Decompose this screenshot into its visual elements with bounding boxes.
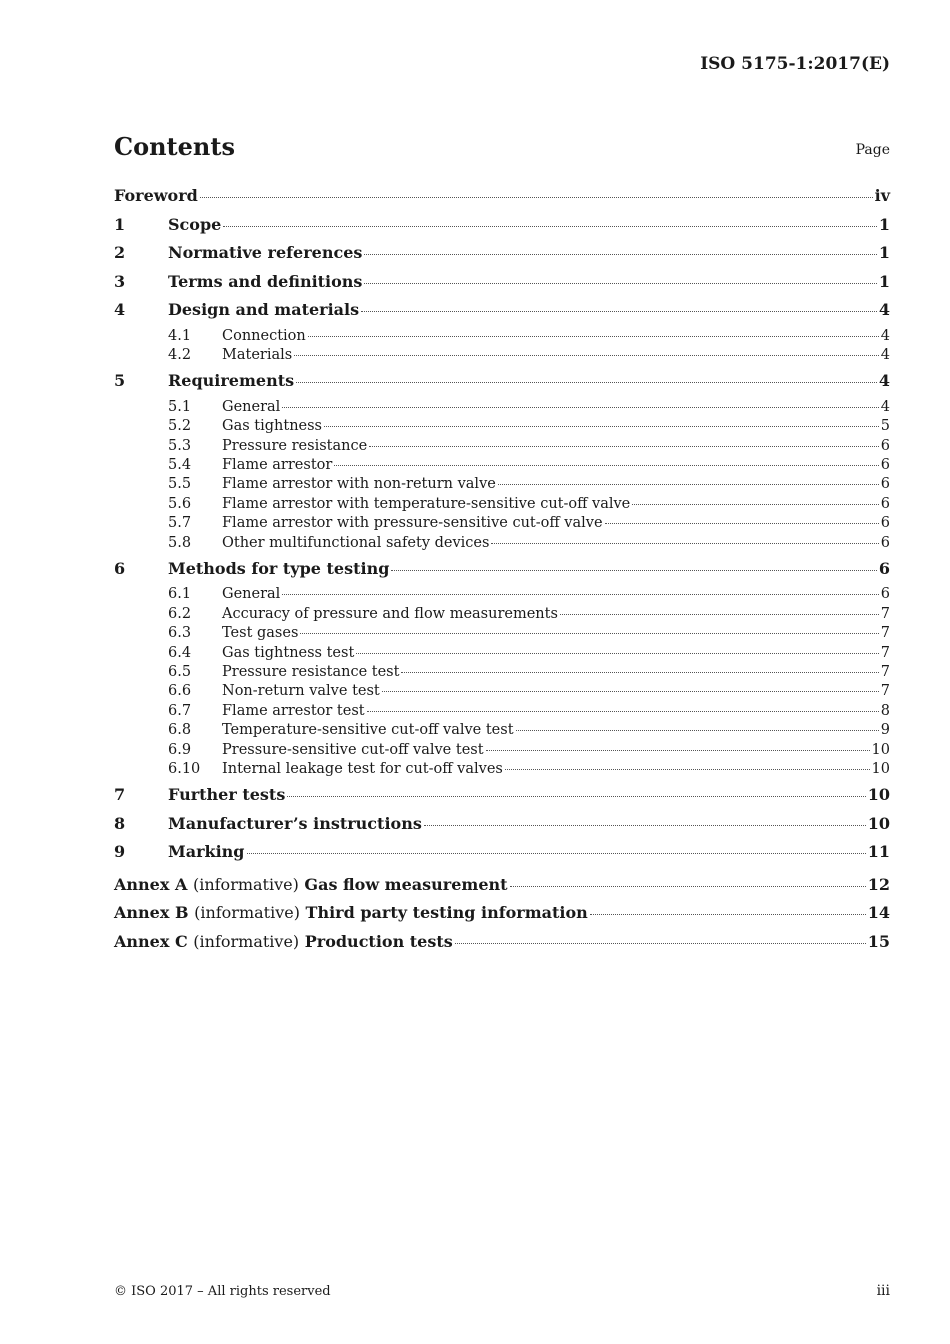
toc-entry[interactable] bbox=[114, 184, 890, 213]
toc-dot-leader bbox=[498, 484, 879, 485]
toc-subentry-title: Internal leakage test for cut-off valves bbox=[222, 760, 503, 777]
toc-subentry-title: Flame arrestor with pressure-sensitive cut-off valve bbox=[222, 515, 603, 532]
toc-subentry-page: 7 bbox=[880, 663, 890, 680]
toc-entry-title: Marking bbox=[168, 842, 245, 862]
toc-entry[interactable] bbox=[114, 557, 890, 586]
toc-subentry-title: Flame arrestor bbox=[222, 456, 333, 473]
toc-annex-heading bbox=[114, 873, 508, 897]
toc-dot-leader bbox=[505, 769, 870, 770]
toc-entry-number: 6 bbox=[114, 558, 126, 578]
page-number: iii bbox=[876, 1283, 890, 1299]
toc-subentry[interactable] bbox=[114, 417, 890, 436]
toc-subentry-page: 7 bbox=[880, 644, 890, 661]
toc-dot-leader bbox=[486, 750, 870, 751]
annex-title: Third party testing information bbox=[305, 903, 588, 923]
toc-subentry[interactable] bbox=[114, 644, 890, 663]
toc-subentry-title: Accuracy of pressure and flow measurements bbox=[222, 605, 558, 622]
toc-subentry-page: 9 bbox=[880, 722, 890, 739]
toc-dot-leader bbox=[296, 382, 877, 383]
toc-subentry-title: Pressure resistance test bbox=[222, 663, 400, 680]
toc-subentry[interactable] bbox=[114, 585, 890, 604]
toc-subentry-page: 4 bbox=[880, 398, 890, 415]
toc-entry-title: Requirements bbox=[168, 371, 295, 391]
annex-type: (informative) bbox=[194, 903, 300, 923]
toc-dot-leader bbox=[308, 336, 879, 337]
toc-subentry-number: 5.8 bbox=[168, 534, 192, 551]
toc-subentry-title: Connection bbox=[222, 327, 306, 344]
toc-subentry-number: 6.7 bbox=[168, 702, 192, 719]
toc-subentry-page: 6 bbox=[880, 437, 890, 454]
toc-entry-page: 4 bbox=[878, 371, 890, 391]
toc-subentry-page: 6 bbox=[880, 476, 890, 493]
toc-subentry-number: 5.6 bbox=[168, 495, 192, 512]
toc-subentry-title: Pressure resistance bbox=[222, 437, 368, 454]
toc-entry-title: Methods for type testing bbox=[168, 558, 390, 578]
toc-subentry-title: General bbox=[222, 398, 281, 415]
toc-subentry-title: Materials bbox=[222, 346, 293, 363]
toc-entry-number: 7 bbox=[114, 785, 126, 805]
toc-subentry-title: Flame arrestor with temperature-sensitive cut-off valve bbox=[222, 495, 631, 512]
toc-entry-number: 8 bbox=[114, 813, 126, 833]
toc-dot-leader bbox=[491, 543, 878, 544]
toc-subentry-title: Non-return valve test bbox=[222, 683, 380, 700]
toc-entry[interactable] bbox=[114, 783, 890, 812]
toc-subentry-page: 7 bbox=[880, 605, 890, 622]
toc-annex-page: 12 bbox=[867, 874, 890, 894]
toc-annex-entry[interactable] bbox=[114, 873, 890, 902]
toc-entry[interactable] bbox=[114, 812, 890, 841]
toc-subentry-title: Pressure-sensitive cut-off valve test bbox=[222, 741, 484, 758]
toc-entry[interactable] bbox=[114, 298, 890, 327]
toc-subentry[interactable] bbox=[114, 721, 890, 740]
annex-type: (informative) bbox=[193, 931, 300, 951]
toc-entry[interactable] bbox=[114, 241, 890, 270]
toc-annex-entry[interactable] bbox=[114, 930, 890, 959]
toc-subentry-page: 4 bbox=[880, 327, 890, 344]
toc-subentry-title: Flame arrestor test bbox=[222, 702, 365, 719]
toc-entry-page: 4 bbox=[878, 300, 890, 319]
toc-entry-page: 10 bbox=[867, 785, 890, 805]
toc-dot-leader bbox=[282, 594, 878, 595]
toc-subentry-number: 4.2 bbox=[168, 346, 192, 363]
toc-dot-leader bbox=[510, 886, 866, 887]
toc-subentry[interactable] bbox=[114, 475, 890, 494]
toc-entry-page: 1 bbox=[878, 214, 890, 234]
toc-subentry-page: 6 bbox=[880, 586, 890, 603]
toc-entry[interactable] bbox=[114, 840, 890, 869]
toc-subentry[interactable] bbox=[114, 534, 890, 553]
toc-dot-leader bbox=[334, 465, 878, 466]
toc-subentry-title: Other multifunctional safety devices bbox=[222, 534, 490, 551]
page-column-label: Page bbox=[855, 142, 890, 158]
toc-annex-entry[interactable] bbox=[114, 901, 890, 930]
toc-dot-leader bbox=[455, 943, 866, 944]
toc-dot-leader bbox=[300, 633, 878, 634]
toc-subentry[interactable] bbox=[114, 456, 890, 475]
toc-dot-leader bbox=[282, 407, 878, 408]
toc-dot-leader bbox=[367, 711, 879, 712]
toc-dot-leader bbox=[424, 825, 866, 826]
toc-entry[interactable] bbox=[114, 270, 890, 299]
toc-dot-leader bbox=[382, 691, 879, 692]
toc-entry-title: Design and materials bbox=[168, 300, 360, 319]
toc-subentry-number: 5.1 bbox=[168, 398, 192, 415]
toc-dot-leader bbox=[294, 355, 879, 356]
annex-title: Production tests bbox=[304, 931, 453, 951]
toc-subentry-page: 7 bbox=[880, 625, 890, 642]
toc-subentry-number: 5.2 bbox=[168, 418, 192, 435]
toc-subentry-title: Temperature-sensitive cut-off valve test bbox=[222, 722, 514, 739]
toc-subentry[interactable] bbox=[114, 495, 890, 514]
toc-subentry-number: 6.5 bbox=[168, 663, 192, 680]
toc-entry-page: 6 bbox=[878, 558, 890, 578]
annex-label: Annex C bbox=[114, 931, 188, 951]
toc-subentry-number: 4.1 bbox=[168, 327, 192, 344]
toc-subentry-number: 6.3 bbox=[168, 625, 192, 642]
toc-entry-page: 11 bbox=[867, 842, 890, 862]
toc-entry-number: 2 bbox=[114, 243, 126, 262]
toc-entry-number: 3 bbox=[114, 271, 126, 291]
toc-subentry[interactable] bbox=[114, 760, 890, 779]
toc-subentry[interactable] bbox=[114, 514, 890, 533]
toc-subentry-number: 6.4 bbox=[168, 644, 192, 661]
toc-subentry[interactable] bbox=[114, 741, 890, 760]
toc-subentry[interactable] bbox=[114, 398, 890, 417]
toc-subentry[interactable] bbox=[114, 624, 890, 643]
toc-dot-leader bbox=[361, 311, 877, 312]
toc-subentry-number: 6.1 bbox=[168, 586, 192, 603]
toc-annex-page: 15 bbox=[867, 931, 890, 951]
toc-subentry-page: 8 bbox=[880, 702, 890, 719]
toc-subentry[interactable] bbox=[114, 702, 890, 721]
toc-subentry[interactable] bbox=[114, 663, 890, 682]
toc-annex-heading bbox=[114, 930, 453, 954]
toc-subentry-number: 5.7 bbox=[168, 515, 192, 532]
toc-entry-title: Foreword bbox=[114, 186, 198, 205]
toc-entry-title: Manufacturer’s instructions bbox=[168, 813, 422, 833]
toc-dot-leader bbox=[364, 254, 876, 255]
toc-entry-title: Further tests bbox=[168, 785, 286, 805]
toc-dot-leader bbox=[287, 796, 865, 797]
annex-type: (informative) bbox=[192, 874, 299, 894]
copyright-notice: © ISO 2017 – All rights reserved bbox=[114, 1284, 331, 1299]
toc-dot-leader bbox=[632, 504, 879, 505]
toc-subentry[interactable] bbox=[114, 682, 890, 701]
contents-title: Contents bbox=[114, 132, 235, 161]
table-of-contents bbox=[114, 184, 890, 958]
annex-title: Gas flow measurement bbox=[304, 874, 508, 894]
toc-dot-leader bbox=[369, 446, 879, 447]
toc-subentry-number: 5.4 bbox=[168, 456, 192, 473]
toc-subentry-number: 6.2 bbox=[168, 605, 192, 622]
toc-subentry-title: Gas tightness test bbox=[222, 644, 355, 661]
toc-dot-leader bbox=[356, 653, 878, 654]
toc-subentry-number: 6.10 bbox=[168, 760, 201, 777]
toc-dot-leader bbox=[324, 426, 879, 427]
toc-subentry[interactable] bbox=[114, 346, 890, 365]
toc-subentry-page: 10 bbox=[871, 760, 890, 777]
toc-subentry-page: 4 bbox=[880, 346, 890, 363]
toc-subentry-page: 10 bbox=[871, 741, 890, 758]
toc-subentry-page: 6 bbox=[880, 534, 890, 551]
doc-id: ISO 5175-1:2017(E) bbox=[700, 54, 890, 74]
toc-subentry-number: 6.6 bbox=[168, 683, 192, 700]
toc-entry-title: Terms and definitions bbox=[168, 271, 363, 291]
toc-subentry-number: 6.8 bbox=[168, 722, 192, 739]
toc-dot-leader bbox=[401, 672, 878, 673]
toc-entry-title: Scope bbox=[168, 214, 222, 234]
toc-entry[interactable] bbox=[114, 369, 890, 398]
toc-entry[interactable] bbox=[114, 213, 890, 242]
toc-subentry-title: Gas tightness bbox=[222, 418, 322, 435]
toc-entry-page: iv bbox=[874, 186, 890, 205]
toc-subentry[interactable] bbox=[114, 605, 890, 624]
toc-dot-leader bbox=[560, 614, 879, 615]
toc-entry-title: Normative references bbox=[168, 243, 363, 262]
toc-entry-number: 9 bbox=[114, 842, 126, 862]
toc-subentry[interactable] bbox=[114, 327, 890, 346]
toc-annex-page: 14 bbox=[867, 903, 890, 923]
toc-dot-leader bbox=[247, 853, 866, 854]
toc-subentry-page: 6 bbox=[880, 515, 890, 532]
toc-subentry-page: 6 bbox=[880, 495, 890, 512]
toc-dot-leader bbox=[223, 226, 877, 227]
toc-entry-page: 1 bbox=[878, 271, 890, 291]
toc-subentry[interactable] bbox=[114, 437, 890, 456]
toc-entry-page: 10 bbox=[867, 813, 890, 833]
toc-dot-leader bbox=[605, 523, 879, 524]
toc-subentry-page: 6 bbox=[880, 456, 890, 473]
toc-entry-page: 1 bbox=[878, 243, 890, 262]
toc-dot-leader bbox=[391, 570, 876, 571]
toc-dot-leader bbox=[516, 730, 879, 731]
toc-dot-leader bbox=[590, 914, 866, 915]
toc-subentry-number: 6.9 bbox=[168, 741, 192, 758]
toc-entry-number: 5 bbox=[114, 371, 126, 391]
toc-entry-number: 4 bbox=[114, 300, 126, 319]
toc-subentry-title: Flame arrestor with non-return valve bbox=[222, 476, 496, 493]
toc-annex-heading bbox=[114, 901, 588, 925]
toc-entry-number: 1 bbox=[114, 214, 126, 234]
annex-label: Annex B bbox=[114, 903, 189, 923]
toc-dot-leader bbox=[200, 197, 873, 198]
toc-subentry-title: General bbox=[222, 586, 281, 603]
toc-subentry-number: 5.5 bbox=[168, 476, 192, 493]
toc-subentry-page: 7 bbox=[880, 683, 890, 700]
toc-dot-leader bbox=[364, 283, 876, 284]
annex-label: Annex A bbox=[114, 874, 188, 894]
toc-subentry-number: 5.3 bbox=[168, 437, 192, 454]
toc-subentry-title: Test gases bbox=[222, 625, 299, 642]
toc-subentry-page: 5 bbox=[880, 418, 890, 435]
